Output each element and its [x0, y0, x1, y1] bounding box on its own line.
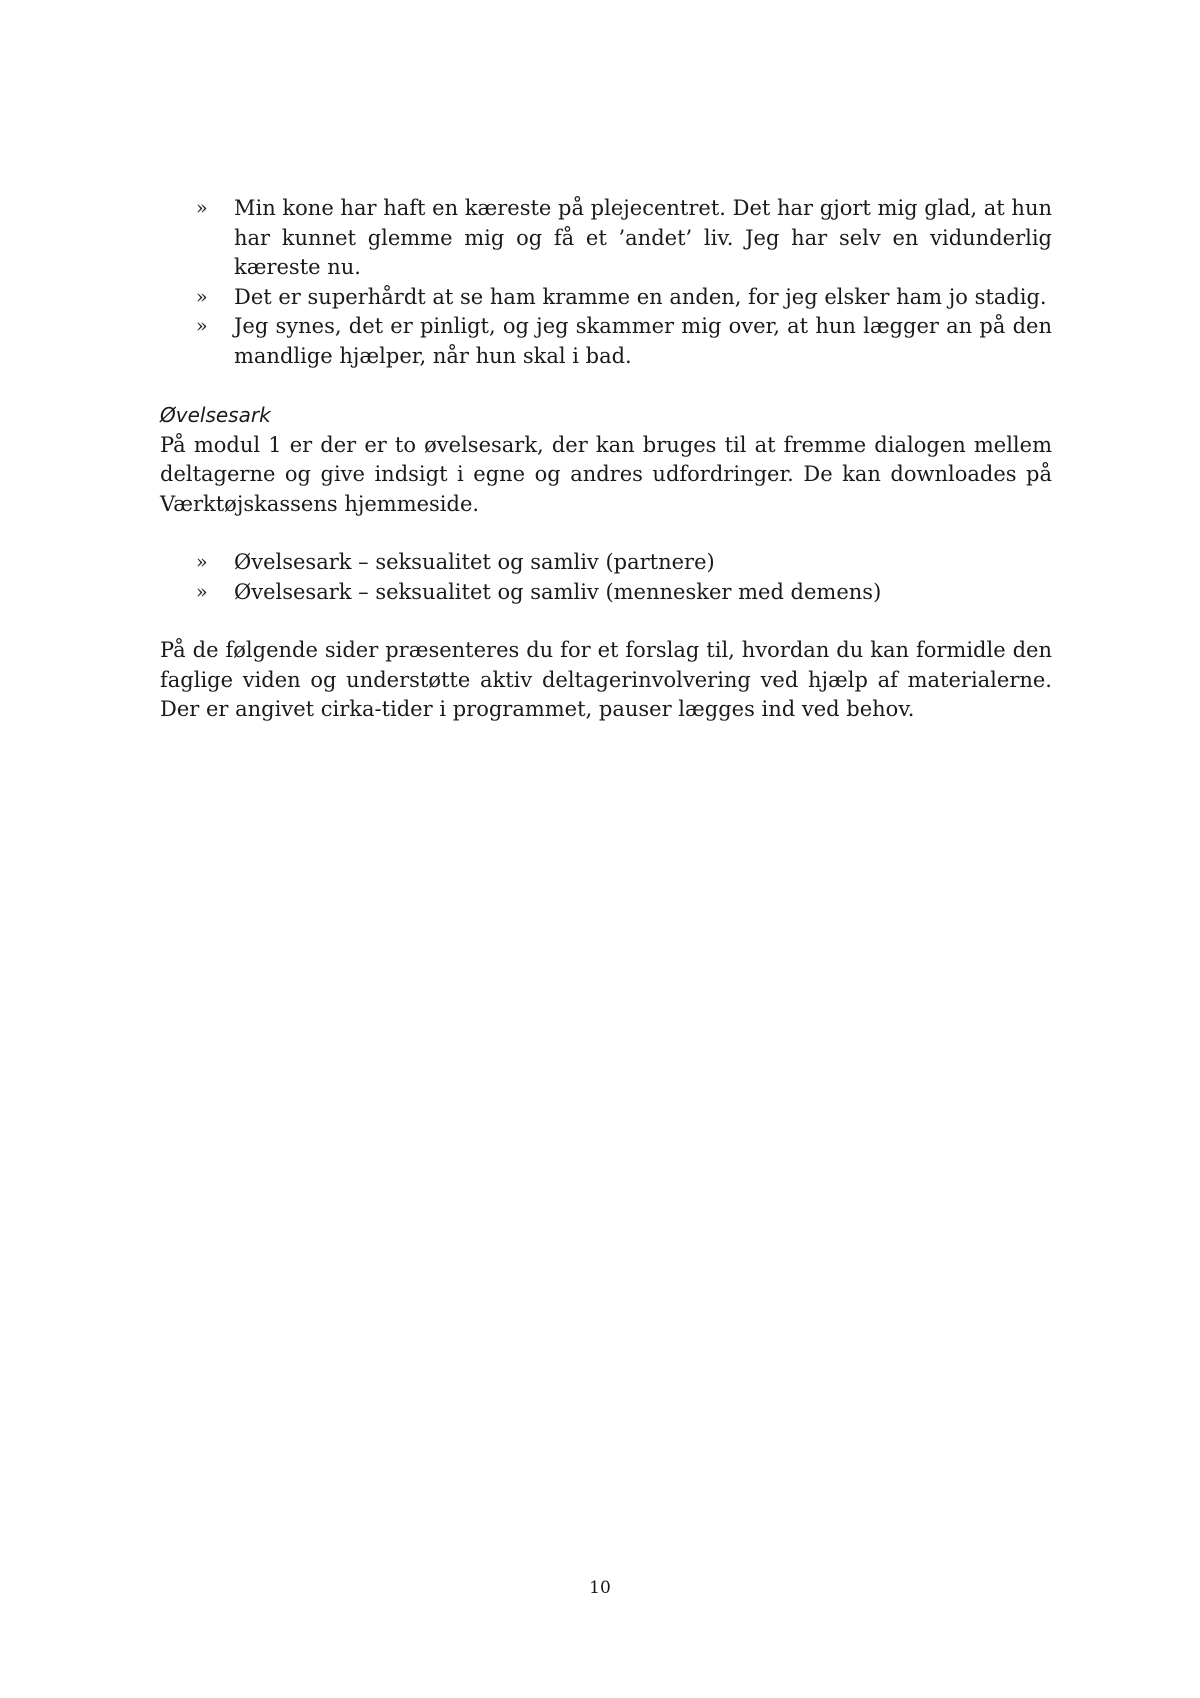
bullet-marker: »	[196, 551, 208, 573]
list-item-text: Min kone har haft en kæreste på plejecentret. Det har gjort mig glad, at hun har kunnet glemme mig og få et ’andet’ liv. Jeg har selv en vidunderlig kæreste nu.	[234, 196, 1052, 279]
list-item-text: Jeg synes, det er pinligt, og jeg skammer mig over, at hun lægger an på den mandlige hjælper, når hun skal i bad.	[234, 314, 1052, 368]
section-intro-paragraph: På modul 1 er der er to øvelsesark, der kan bruges til at fremme dialogen mellem deltagerne og give indsigt i egne og andres udfordringer. De kan downloades på Værktøjskassens hjemmeside.	[160, 432, 1052, 516]
page-number: 10	[589, 1578, 611, 1598]
list-item-text: Øvelsesark – seksualitet og samliv (partnere)	[234, 550, 715, 574]
spacer	[160, 519, 1052, 548]
spacer	[160, 607, 1052, 636]
list-item	[160, 194, 1052, 283]
list-item-text: Det er superhårdt at se ham kramme en anden, for jeg elsker ham jo stadig.	[234, 284, 1047, 309]
quote-list	[160, 194, 1052, 371]
bullet-marker: »	[196, 315, 208, 337]
bullet-marker: »	[196, 285, 208, 308]
closing-paragraph: På de følgende sider præsenteres du for et forslag til, hvordan du kan formidle den faglige viden og understøtte aktiv deltagerinvolvering ved hjælp af materialerne. Der er angivet cirka-tider i programmet, pauser lægges ind ved behov.	[160, 638, 1052, 721]
list-item	[160, 283, 1052, 313]
bullet-marker: »	[196, 197, 208, 219]
section-heading: Øvelsesark	[160, 403, 271, 427]
list-item-text: Øvelsesark – seksualitet og samliv (mennesker med demens)	[234, 579, 882, 604]
page-content	[160, 194, 1052, 725]
sheet-list	[160, 548, 1052, 607]
list-item	[160, 312, 1052, 371]
list-item	[160, 548, 1052, 578]
bullet-marker: »	[196, 580, 208, 603]
list-item	[160, 578, 1052, 608]
